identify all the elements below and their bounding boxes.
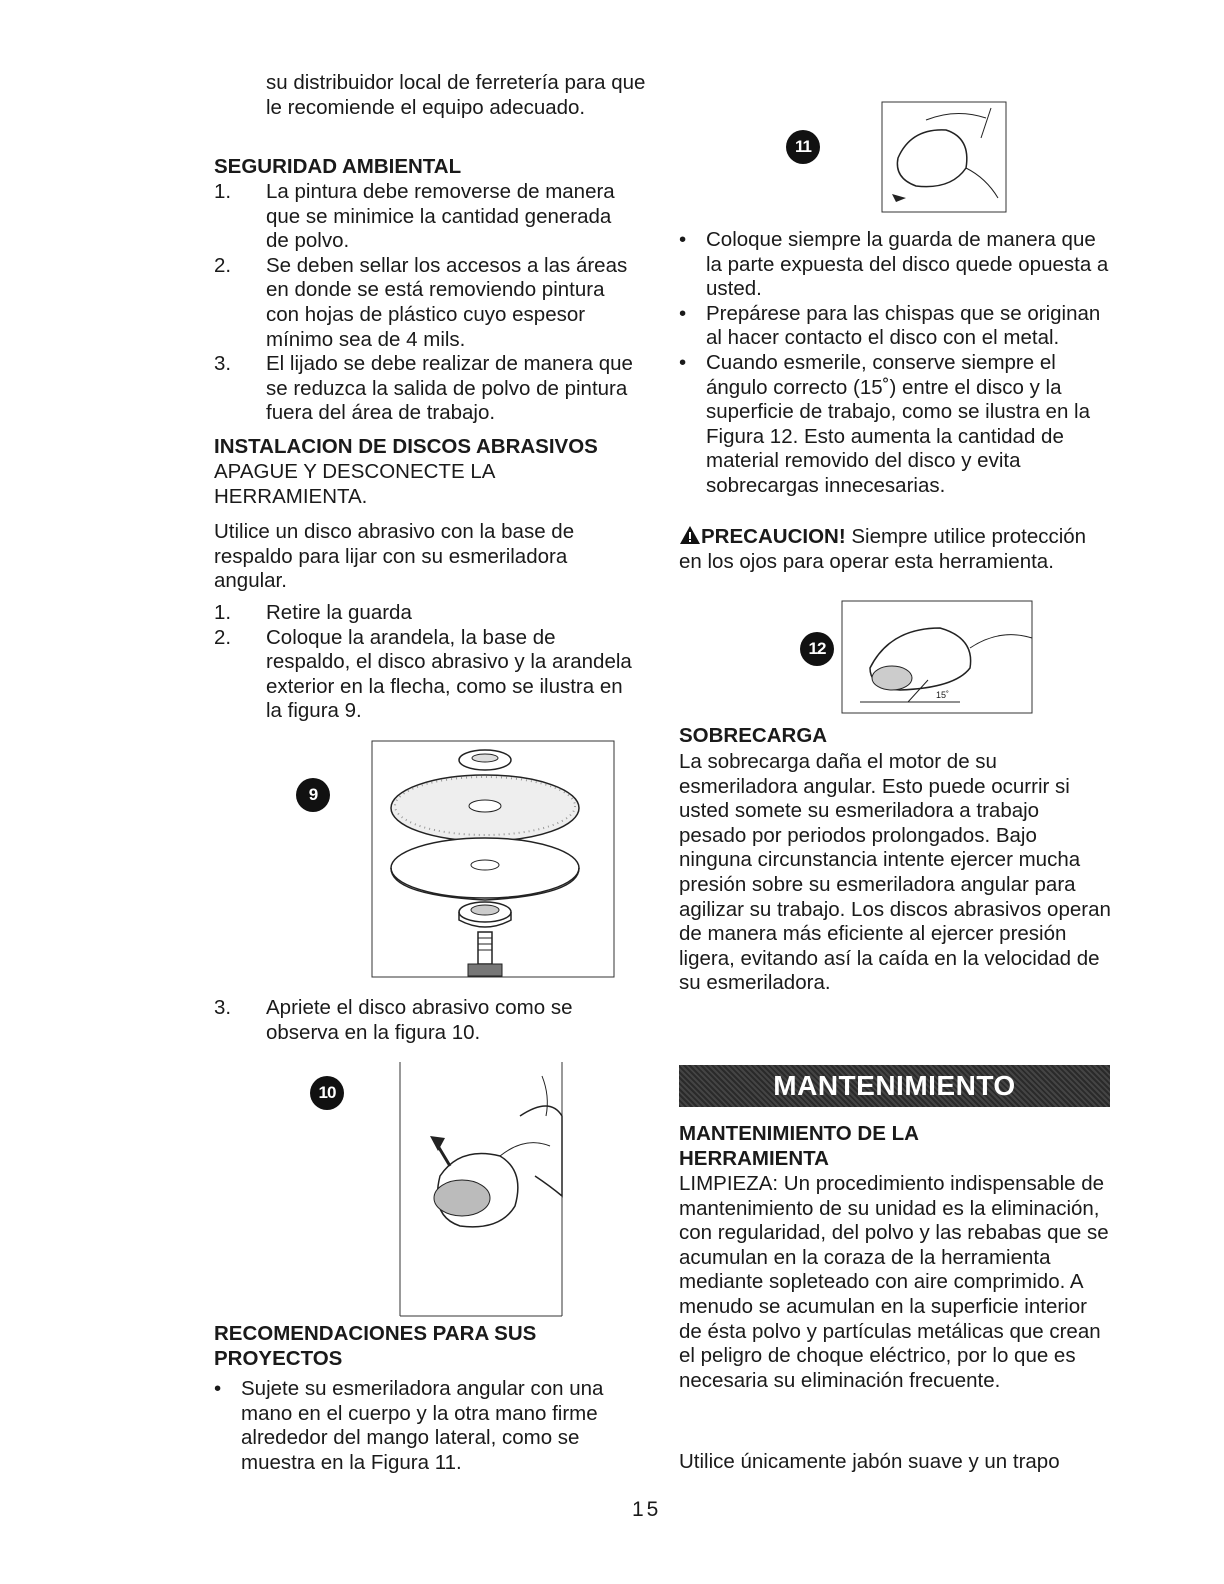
- safety-bullet: • Prepárese para las chispas que se originan al hacer contacto el disco con el metal.: [679, 301, 1101, 350]
- env-list: [214, 180, 639, 426]
- env-heading: SEGURIDAD AMBIENTAL: [214, 155, 462, 178]
- page-number: 15: [632, 1498, 662, 1521]
- env-item: 2. Se deben sellar los accesos a las áreas en donde se está removiendo pintura con hojas de plástico cuyo espesor mínimo sea de 4 mils.: [214, 253, 628, 351]
- overload-heading: SOBRECARGA: [679, 724, 828, 747]
- caution-paragraph: [679, 525, 1109, 574]
- tighten-disc-illustration: [310, 1056, 570, 1318]
- install-subheading: APAGUE Y DESCONECTE LA HERRAMIENTA.: [214, 460, 495, 508]
- figure-10: [310, 1056, 570, 1318]
- install-item: 1. Retire la guarda: [214, 601, 412, 624]
- figure-9-number: 9: [296, 778, 330, 812]
- maintenance-last-line: Utilice únicamente jabón suave y un trapo: [679, 1450, 1060, 1473]
- safety-bullet: • Cuando esmerile, conserve siempre el ángulo correcto (15˚) entre el disco y la superficie de trabajo, como se ilustra en la Figura 12. Esto aumenta la cantidad de material removido del disco y evita sobrecargas innecesarias.: [679, 350, 1091, 497]
- env-item: 3. El lijado se debe realizar de manera que se reduzca la salida de polvo de pintura fuera del área de trabajo.: [214, 352, 633, 425]
- figure-10-number: 10: [310, 1076, 344, 1110]
- rec-heading: RECOMENDACIONES PARA SUS PROYECTOS: [214, 1322, 537, 1370]
- maintenance-text: LIMPIEZA: Un procedimiento indispensable de mantenimiento de su unidad es la eliminación, con regularidad, del polvo y las rebabas que se acumulan en la coraza de la herramienta mediante sopleteado con aire comprimido. A menudo se acumulan en la superficie interior de ésta polvo y partículas metálicas que crean el peligro de choque eléctrico, por lo que es necesaria su eliminación frecuente.: [679, 1172, 1109, 1392]
- grip-illustration: [786, 98, 1008, 216]
- overload-text: La sobrecarga daña el motor de su esmeriladora angular. Esto puede ocurrir si usted somete su esmeriladora a trabajo pesado por periodos prolongados. Bajo ninguna circunstancia intente ejercer mucha presión sobre su esmeriladora angular para agilizar su trabajo. Los discos abrasivos operan de manera más eficiente al ejercer presión ligera, evitando así la caída en la velocidad de su esmeriladora.: [679, 750, 1111, 995]
- warning-triangle-icon: [679, 525, 701, 545]
- install-list: [214, 601, 634, 724]
- rec-list: [214, 1377, 634, 1475]
- figure-12: [800, 598, 1034, 716]
- maintenance-heading: MANTENIMIENTO DE LA HERRAMIENTA: [679, 1122, 919, 1170]
- angle-illustration: [800, 598, 1034, 716]
- install-list-cont: [214, 996, 634, 1045]
- figure-12-number: 12: [800, 632, 834, 666]
- install-item: 3. Apriete el disco abrasivo como se observa en la figura 10.: [214, 996, 573, 1044]
- rec-bullet: • Sujete su esmeriladora angular con una mano en el cuerpo y la otra mano firme alrededor del mango lateral, como se muestra en la Figura 11.: [214, 1377, 604, 1474]
- intro-text: su distribuidor local de ferretería para que le recomiende el equipo adecuado.: [266, 71, 646, 119]
- figure-11: [786, 98, 1008, 216]
- angle-label: 15˚: [936, 690, 950, 700]
- disc-assembly-illustration: [296, 740, 616, 980]
- figure-9: [296, 740, 616, 980]
- install-intro: Utilice un disco abrasivo con la base de respaldo para lijar con su esmeriladora angular.: [214, 520, 575, 593]
- safety-bullet: • Coloque siempre la guarda de manera que la parte expuesta del disco quede opuesta a usted.: [679, 228, 1109, 301]
- safety-bullets: [679, 228, 1109, 499]
- caution-label: PRECAUCION!: [701, 525, 846, 548]
- install-item: 2. Coloque la arandela, la base de respaldo, el disco abrasivo y la arandela exterior en la flecha, como se ilustra en la figura 9.: [214, 625, 632, 723]
- maintenance-banner-text: MANTENIMIENTO: [773, 1069, 1016, 1101]
- figure-11-number: 11: [786, 130, 820, 164]
- maintenance-banner: [679, 1065, 1110, 1107]
- env-item: 1. La pintura debe removerse de manera que se minimice la cantidad generada de polvo.: [214, 180, 615, 253]
- caution-text: Siempre utilice protección en los ojos para operar esta herramienta.: [679, 525, 1087, 573]
- install-heading: INSTALACION DE DISCOS ABRASIVOS: [214, 435, 598, 458]
